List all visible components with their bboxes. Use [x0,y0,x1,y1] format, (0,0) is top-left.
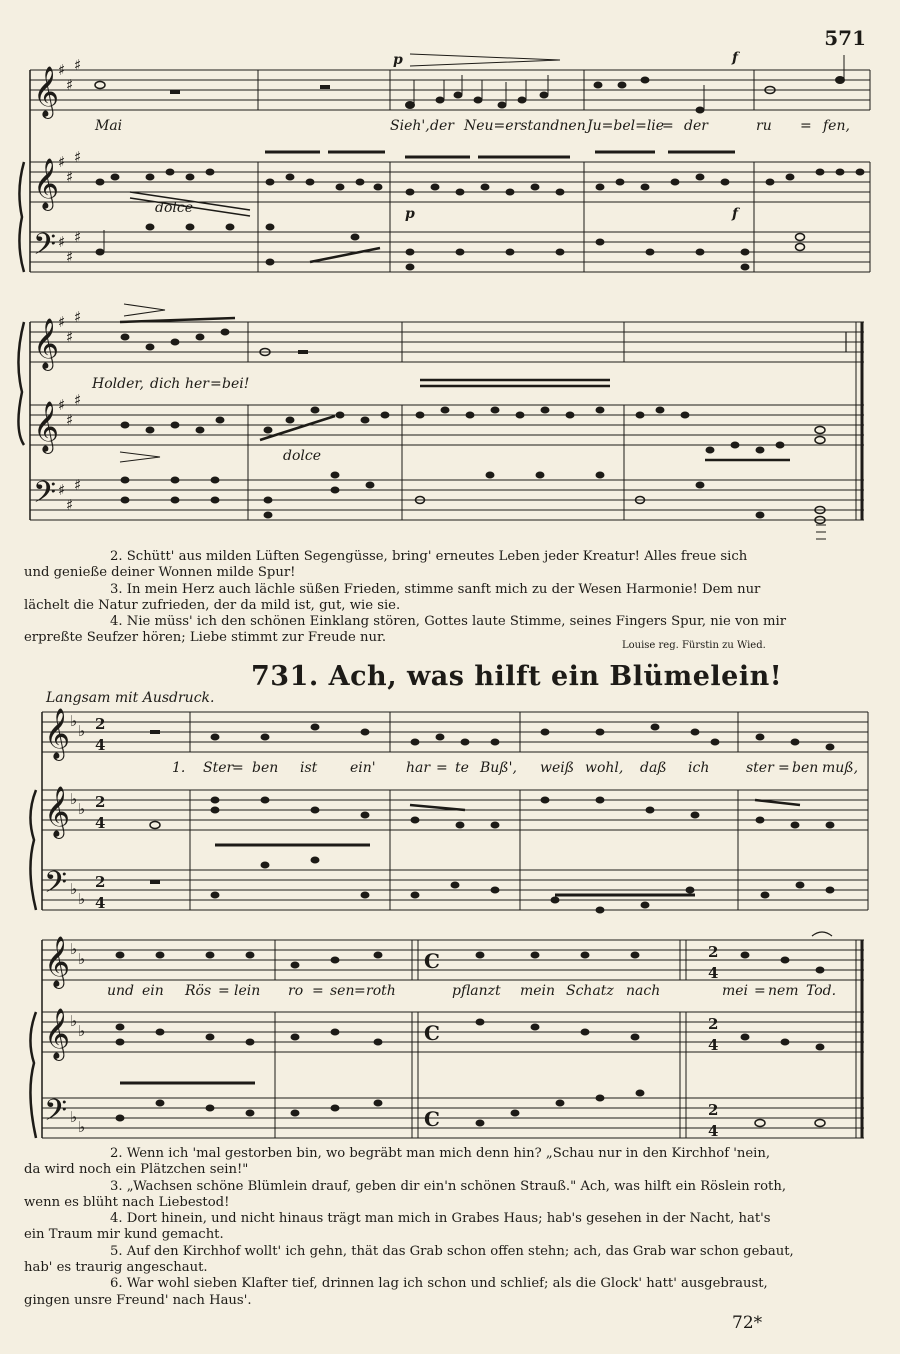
lyric: Neu=erstandnen [464,118,586,134]
lyric: Ster [203,760,234,776]
svg-text:♯: ♯ [66,248,74,266]
dynamic-f-piano: f [732,206,739,222]
dynamic-f: f [732,50,739,66]
score-system-2 [0,300,900,545]
lyric: weiß [540,760,575,776]
svg-text:♭: ♭ [78,722,86,740]
svg-text:♭: ♭ [70,1108,78,1126]
lyric: her [185,376,209,392]
dolce-mark: dolce [283,448,321,464]
svg-text:𝄞: 𝄞 [44,1008,71,1059]
verse-2-line-2: da wird noch ein Plätzchen sein!" [24,1162,249,1178]
lyric: ster [746,760,774,776]
verse-2-line-1: 2. Wenn ich 'mal gestorben bin, wo begräbt man mich denn hin? „Schau nur in den Kirchhof 'nein, [110,1146,771,1161]
lyric: ben [792,760,819,776]
svg-text:𝄢: 𝄢 [44,866,68,907]
lyric: Mai [95,118,123,134]
svg-text:♯: ♯ [66,168,74,186]
lyric: ro [288,983,304,999]
music-system-3 [0,700,900,925]
lyric: mein [520,983,556,999]
lyric: Rös [185,983,212,999]
svg-text:♯: ♯ [74,228,82,246]
svg-text:♯: ♯ [74,391,82,409]
verse-4-line-1: 4. Dort hinein, und nicht hinaus trägt man mich in Grabes Haus; hab's gesehen in der Nacht, hat's [110,1211,771,1227]
lyric: te [455,760,469,776]
verse-2-line-2: und genieße deiner Wonnen milde Spur! [24,565,296,581]
lyric: = [312,983,324,999]
svg-text:♯: ♯ [66,496,74,514]
music-system-4 [0,928,900,1143]
svg-text:♯: ♯ [58,153,66,171]
verse-3-line-2: wenn es blüht nach Liebestod! [24,1194,230,1210]
svg-text:𝄞: 𝄞 [33,318,60,369]
lyric: der [684,118,708,134]
time-sig-top: 2 [95,873,106,891]
lyric: mei [722,983,749,999]
svg-text:♭: ♭ [70,712,78,730]
svg-text:♯: ♯ [58,313,66,331]
lyric: = [232,760,244,776]
dynamic-p: p [393,52,403,68]
lyric: nach [626,983,661,999]
lyric: Tod. [806,983,837,999]
signature-mark: 72* [732,1313,763,1333]
lyric: lein [234,983,261,999]
time-sig-bottom: 4 [95,894,106,912]
verses-top-song [24,549,870,647]
svg-text:♭: ♭ [70,880,78,898]
lyric: fen, [823,118,850,134]
dolce-mark: dolce [155,200,193,216]
lyric: ein [142,983,164,999]
lyric: muß, [822,760,859,776]
lyric: ein' [350,760,376,776]
svg-text:♯: ♯ [66,76,74,94]
svg-text:𝄢: 𝄢 [33,476,57,517]
svg-text:♯: ♯ [58,396,66,414]
lyric: ben [252,760,279,776]
verse-4-line-2: erpreßte Seufzer hören; Liebe stimmt zur Freude nur. [24,630,387,646]
verse-4-line-1: 4. Nie müss' ich den schönen Einklang stören, Gottes laute Stimme, seines Fingers Spur, nie von mir [110,614,787,630]
time-sig-bottom: 4 [708,964,719,982]
verse-3-line-1: 3. In mein Herz auch lächle süßen Frieden, stimme sanft mich zu der Wesen Harmonie! Dem nur [110,581,761,597]
lyric: = [778,760,790,776]
lyric: = [754,983,766,999]
lyric: = [662,118,674,134]
svg-text:♯: ♯ [74,56,82,74]
svg-text:𝄞: 𝄞 [44,786,71,837]
svg-text:♯: ♯ [66,328,74,346]
lyric: har [406,760,431,776]
svg-text:𝄞: 𝄞 [33,158,60,209]
svg-text:♯: ♯ [66,411,74,429]
lyric: der [430,118,454,134]
svg-text:𝄞: 𝄞 [44,936,71,987]
svg-text:𝄢: 𝄢 [33,228,57,269]
common-time: C [424,1107,440,1131]
time-sig-bottom: 4 [95,814,106,832]
lyric: = [354,983,366,999]
time-sig-bottom: 4 [708,1122,719,1140]
lyric: = [218,983,230,999]
common-time: C [424,1021,440,1045]
song-title [251,661,782,692]
lyric: Schatz [566,983,614,999]
verse-5-line-2: hab' es traurig angeschaut. [24,1260,208,1276]
svg-text:𝄢: 𝄢 [44,1094,68,1135]
time-sig-top: 2 [708,1101,719,1119]
svg-text:♭: ♭ [70,790,78,808]
svg-text:♭: ♭ [78,950,86,968]
time-sig-bottom: 4 [708,1036,719,1054]
lyric: bei! [222,376,250,392]
svg-text:𝄞: 𝄞 [33,66,60,117]
lyric: ru [756,118,772,134]
lyric: wohl, [585,760,624,776]
common-time: C [424,949,440,973]
lyric: Holder, [92,376,144,392]
lyric: = [800,118,812,134]
svg-text:𝄞: 𝄞 [33,401,60,452]
lyric: Ju=bel=lie [587,118,665,134]
svg-text:𝄞: 𝄞 [44,708,71,759]
song-number: 731. [251,661,319,692]
lyric: ist [300,760,318,776]
score-system-4 [0,928,900,1143]
lyric: = [210,376,222,392]
verse-6-line-1: 6. War wohl sieben Klafter tief, drinnen lag ich schon und schlief; als die Glock' hatt' ausgebraust, [110,1276,768,1292]
verse-6-line-2: gingen unsre Freund' nach Haus'. [24,1292,252,1308]
lyric: ich [688,760,710,776]
svg-text:♯: ♯ [74,476,82,494]
svg-text:♯: ♯ [58,481,66,499]
time-sig-top: 2 [708,943,719,961]
svg-text:♯: ♯ [58,61,66,79]
music-system-2 [0,300,900,545]
verse-5-line-1: 5. Auf den Kirchhof wollt' ich gehn, thät das Grab schon offen stehn; ach, das Grab war schon gebaut, [110,1243,794,1259]
svg-text:♯: ♯ [74,308,82,326]
lyric: roth [366,983,396,999]
song-title-text: Ach, was hilft ein Blümelein! [328,661,783,692]
lyric: und [107,983,134,999]
lyric: pflanzt [452,983,501,999]
svg-text:♭: ♭ [78,890,86,908]
lyric: dich [150,376,181,392]
verses-song-731 [24,1146,870,1309]
svg-text:♭: ♭ [78,1022,86,1040]
author-credit: Louise reg. Fürstin zu Wied. [622,640,766,651]
lyric: daß [640,760,667,776]
dynamic-p-piano: p [405,206,415,222]
lyric: Sieh', [390,118,430,134]
verse-3-line-2: lächelt die Natur zufrieden, der da mild ist, gut, wie sie. [24,597,401,613]
time-sig-top: 2 [95,793,106,811]
score-system-3 [0,700,900,925]
lyric: = [436,760,448,776]
svg-text:♭: ♭ [78,800,86,818]
lyric: sen [330,983,355,999]
verse-3-line-1: 3. „Wachsen schöne Blümlein drauf, geben dir ein'n schönen Strauß." Ach, was hilft ein Röslein roth, [110,1178,787,1194]
svg-text:♭: ♭ [70,1012,78,1030]
lyric: Buß', [480,760,517,776]
tempo-marking: Langsam mit Ausdruck. [46,690,215,706]
svg-text:♭: ♭ [70,940,78,958]
lyric: nem [768,983,799,999]
music-system-1 [0,40,900,290]
verse-2-line-1: 2. Schütt' aus milden Lüften Segengüsse, bring' erneutes Leben jeder Kreatur! Alles freue sich [110,549,748,564]
page-number: 571 [824,26,866,50]
score-system-1 [0,40,900,290]
time-sig-top: 2 [95,715,106,733]
time-sig-top: 2 [708,1015,719,1033]
svg-text:♯: ♯ [58,233,66,251]
svg-text:♯: ♯ [74,148,82,166]
verse-4-line-2: ein Traum mir kund gemacht. [24,1227,224,1243]
svg-text:♭: ♭ [78,1118,86,1136]
time-sig-bottom: 4 [95,736,106,754]
lyric: 1. [172,760,186,776]
